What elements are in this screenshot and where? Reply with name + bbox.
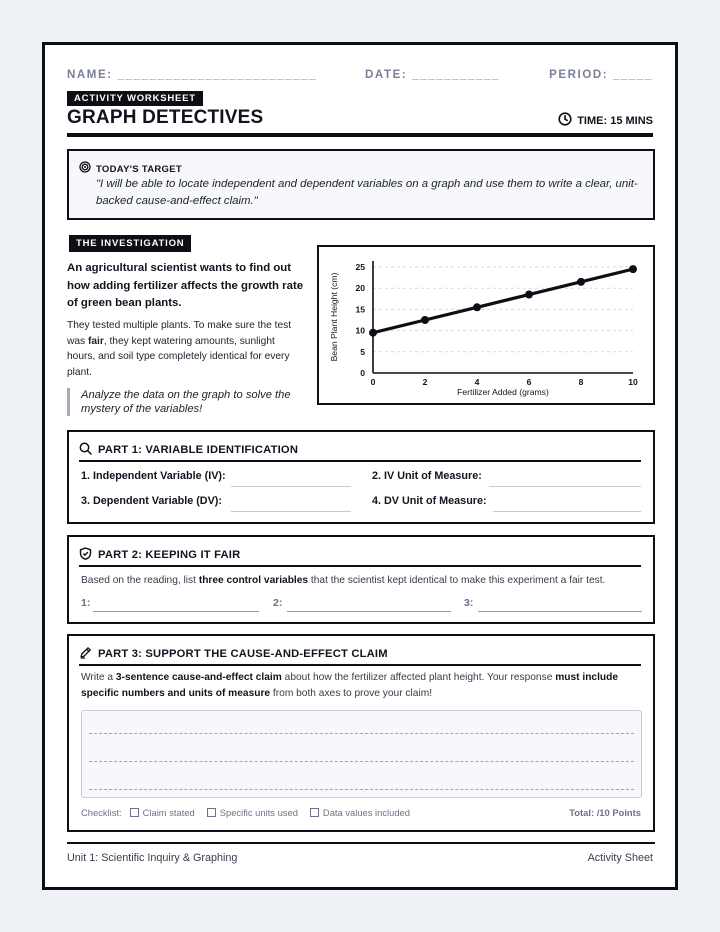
writing-line: [89, 733, 634, 734]
pen-icon: [79, 646, 92, 662]
data-point: [525, 291, 533, 299]
fertilizer-growth-chart: [319, 247, 653, 403]
claim-response-area[interactable]: [81, 710, 642, 798]
part3-divider: [79, 664, 641, 666]
data-point: [369, 329, 377, 337]
inst-b: 3-sentence cause-and-effect claim: [115, 672, 282, 683]
activity-badge: ACTIVITY WORKSHEET: [67, 91, 203, 106]
checklist: [81, 807, 410, 818]
part2-title: PART 2: KEEPING IT FAIR: [98, 549, 241, 561]
y-tick-label: 10: [355, 325, 365, 336]
investigation-lead: An agricultural scientist wants to find out how adding fertilizer affects the growth rate of green bean plants.: [67, 262, 304, 309]
investigation-body: [67, 318, 303, 380]
q4-label: 4. DV Unit of Measure:: [372, 495, 487, 507]
date-field[interactable]: DATE: ___________: [365, 69, 501, 81]
data-checkbox[interactable]: [310, 808, 319, 817]
investigation-label: THE INVESTIGATION: [69, 235, 191, 252]
part1-section: [67, 430, 655, 524]
q3-label: 3. Dependent Variable (DV):: [81, 495, 222, 507]
body-emphasis: fair: [87, 335, 104, 347]
inst-c: about how the fertilizer affected plant height. Your response: [281, 672, 556, 683]
part2-divider: [79, 565, 641, 567]
y-tick-label: 20: [355, 283, 365, 294]
data-point: [421, 316, 429, 324]
control1-answer[interactable]: [93, 611, 259, 612]
target-icon: [79, 160, 91, 178]
units-checkbox[interactable]: [207, 808, 216, 817]
part1-title: PART 1: VARIABLE IDENTIFICATION: [98, 444, 299, 456]
part3-section: [67, 634, 655, 832]
x-tick-label: 6: [526, 377, 532, 387]
time-label: TIME: 15 MINS: [577, 114, 653, 127]
target-label: TODAY'S TARGET: [96, 163, 182, 175]
writing-line: [89, 789, 634, 790]
inst-e: from both axes to prove your claim!: [270, 687, 433, 699]
target-box: [67, 149, 655, 220]
footer-divider: [67, 842, 655, 844]
page-title: GRAPH DETECTIVES: [67, 107, 264, 128]
y-tick-label: 0: [360, 368, 365, 378]
check1-label: Claim stated: [142, 807, 195, 818]
part3-instructions: [81, 670, 641, 701]
body-text-end: , they kept watering amounts, sunlight hours, and soil type completely identical for every plant.: [67, 335, 290, 378]
x-tick-label: 0: [370, 377, 376, 387]
x-tick-label: 8: [578, 377, 584, 387]
control3-answer[interactable]: [478, 611, 642, 612]
target-statement: "I will be able to locate independent and dependent variables on a graph and use them to write a clear, unit-backed cause-and-effect claim.": [96, 178, 638, 207]
y-tick-label: 15: [355, 304, 365, 315]
points-total: Total: /10 Points: [569, 807, 641, 818]
footer-unit: Unit 1: Scientific Inquiry & Graphing: [67, 852, 238, 864]
q1-answer[interactable]: [231, 486, 351, 487]
writing-line: [89, 761, 634, 762]
body-text: They tested multiple plants. To make sure the test was: [67, 320, 292, 347]
x-tick-label: 4: [474, 377, 480, 387]
shield-check-icon: [79, 547, 92, 563]
part2-section: [67, 535, 655, 624]
y-axis-label: Bean Plant Height (cm): [329, 272, 339, 362]
inst-text-end: that the scientist kept identical to make this experiment a fair test.: [308, 575, 606, 586]
control1-label: 1:: [81, 597, 91, 609]
control2-label: 2:: [273, 597, 283, 609]
x-tick-label: 10: [628, 377, 638, 387]
inst-text: Based on the reading, list: [81, 575, 199, 586]
x-axis-label: Fertilizer Added (grams): [457, 387, 549, 397]
control2-answer[interactable]: [287, 611, 451, 612]
q3-answer[interactable]: [231, 511, 351, 512]
q4-answer[interactable]: [493, 511, 641, 512]
chart-frame: [317, 245, 655, 405]
worksheet-page: [42, 42, 678, 890]
clock-icon: [558, 112, 572, 129]
data-point: [473, 303, 481, 311]
y-tick-label: 5: [360, 346, 365, 357]
check3-label: Data values included: [322, 807, 410, 818]
check2-label: Specific units used: [219, 807, 298, 818]
series-line: [373, 269, 633, 333]
footer-sheet-type: Activity Sheet: [587, 852, 653, 864]
time-indicator: [558, 112, 653, 129]
part3-title: PART 3: SUPPORT THE CAUSE-AND-EFFECT CLAIM: [98, 648, 388, 660]
claim-checkbox[interactable]: [130, 808, 139, 817]
checklist-label: Checklist:: [81, 807, 122, 818]
analyze-prompt: Analyze the data on the graph to solve the mystery of the variables!: [67, 388, 305, 416]
inst-a: Write a: [81, 672, 116, 683]
period-field[interactable]: PERIOD: _____: [549, 69, 653, 81]
inst-d: must include specific numbers and units of measure: [81, 672, 619, 699]
data-point: [577, 278, 585, 286]
q1-label: 1. Independent Variable (IV):: [81, 470, 226, 482]
part1-divider: [79, 460, 641, 462]
search-icon: [79, 442, 92, 458]
part2-instructions: [81, 573, 641, 589]
y-tick-label: 25: [355, 262, 365, 272]
name-field[interactable]: NAME: _________________________: [67, 69, 318, 81]
x-tick-label: 2: [422, 377, 428, 387]
control3-label: 3:: [464, 597, 474, 609]
part3-header: [79, 646, 388, 662]
q2-label: 2. IV Unit of Measure:: [372, 470, 482, 482]
part1-header: [79, 442, 298, 458]
part2-header: [79, 547, 240, 563]
inst-emphasis: three control variables: [198, 575, 309, 586]
q2-answer[interactable]: [489, 486, 641, 487]
data-point: [629, 265, 637, 273]
title-divider: [67, 133, 653, 137]
